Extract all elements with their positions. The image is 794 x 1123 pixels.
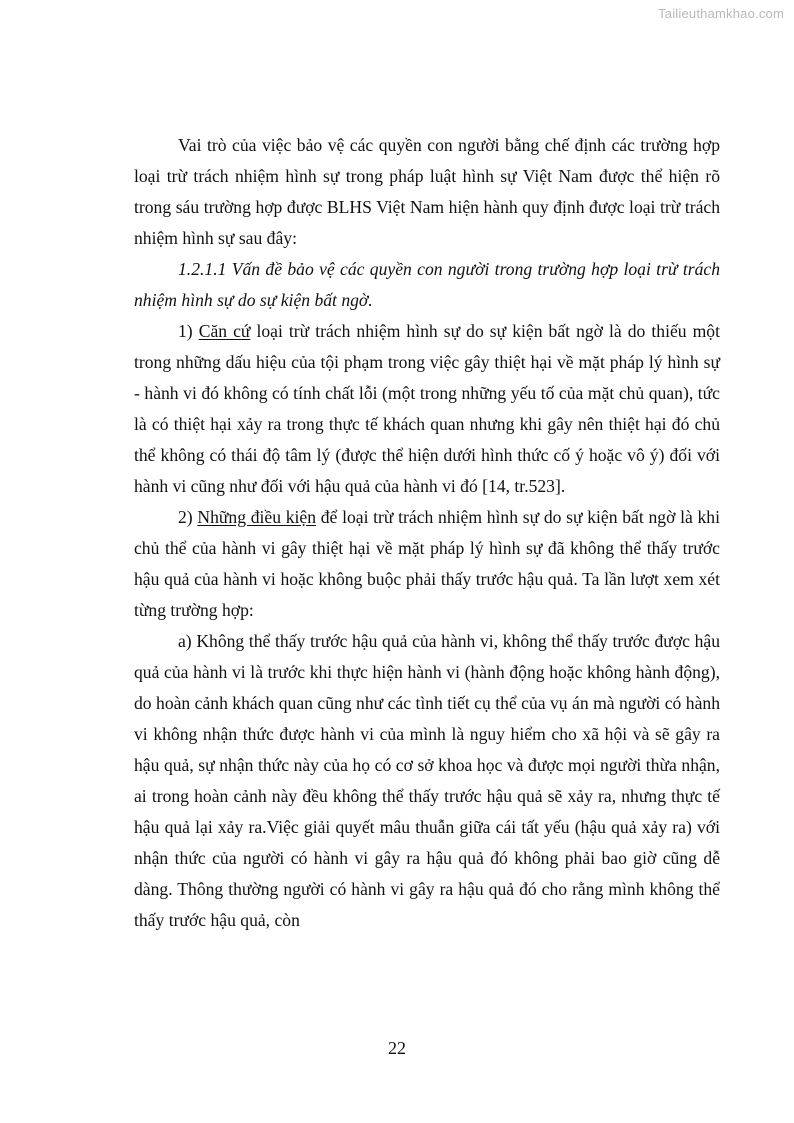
intro-paragraph: Vai trò của việc bảo vệ các quyền con người bằng chế định các trường hợp loại trừ trách nhiệm hình sự trong pháp luật hình sự Việt Nam được thể hiện rõ trong sáu trường hợp được BLHS Việt Nam hiện hành quy định được loại trừ trách nhiệm hình sự sau đây: — [134, 135, 720, 248]
paragraph-conditions-text: để loại trừ trách nhiệm hình sự do sự kiện bất ngờ là khi chủ thể của hành vi gây thiệt hại về mặt pháp lý hình sự đã không thể thấy trước hậu quả của hành vi hoặc không buộc phải thấy trước hậu quả. Ta lần lượt xem xét từng trường hợp: — [134, 507, 720, 620]
page-number: 22 — [388, 1038, 406, 1058]
section-heading: 1.2.1.1 Vấn đề bảo vệ các quyền con người trong trường hợp loại trừ trách nhiệm hình sự do sự kiện bất ngờ. — [134, 259, 720, 310]
paragraph-basis-number: 1) — [178, 321, 199, 341]
underlined-term-conditions: Những điều kiện — [197, 507, 317, 527]
underlined-term-basis: Căn cứ — [198, 321, 251, 341]
paragraph-item-a: a) Không thể thấy trước hậu quả của hành vi, không thể thấy trước được hậu quả của hành vi là trước khi thực hiện hành vi (hành động hoặc không hành động), do hoàn cảnh khách quan cũng như các tình tiết cụ thể của vụ án mà người có hành vi không nhận thức được hành vi của mình là nguy hiểm cho xã hội và sẽ gây ra hậu quả, sự nhận thức này của họ có cơ sở khoa học và được mọi người thừa nhận, ai trong hoàn cảnh này đều không thể thấy trước hậu quả sẽ xảy ra, nhưng thực tế hậu quả lại xảy ra.Việc giải quyết mâu thuẫn giữa cái tất yếu (hậu quả xảy ra) với nhận thức của người có hành vi gây ra hậu quả đó không phải bao giờ cũng dễ dàng. Thông thường người có hành vi gây ra hậu quả đó cho rằng mình không thể thấy trước hậu quả, còn — [134, 631, 720, 930]
paragraph-basis — [134, 316, 720, 502]
paragraph-conditions — [134, 502, 720, 626]
document-body — [134, 130, 720, 936]
watermark: Tailieuthamkhao.com — [658, 6, 784, 21]
paragraph-basis-text: loại trừ trách nhiệm hình sự do sự kiện bất ngờ là do thiếu một trong những dấu hiệu của tội phạm trong việc gây thiệt hại về mặt pháp lý hình sự - hành vi đó không có tính chất lỗi (một trong những yếu tố của mặt chủ quan), tức là có thiệt hại xảy ra trong thực tế khách quan nhưng khi gây nên thiệt hại đó chủ thể không có thái độ tâm lý (được thể hiện dưới hình thức cố ý hoặc vô ý) đối với hành vi cũng như đối với hậu quả của hành vi đó [14, tr.523]. — [134, 321, 720, 496]
paragraph-conditions-number: 2) — [178, 507, 198, 527]
